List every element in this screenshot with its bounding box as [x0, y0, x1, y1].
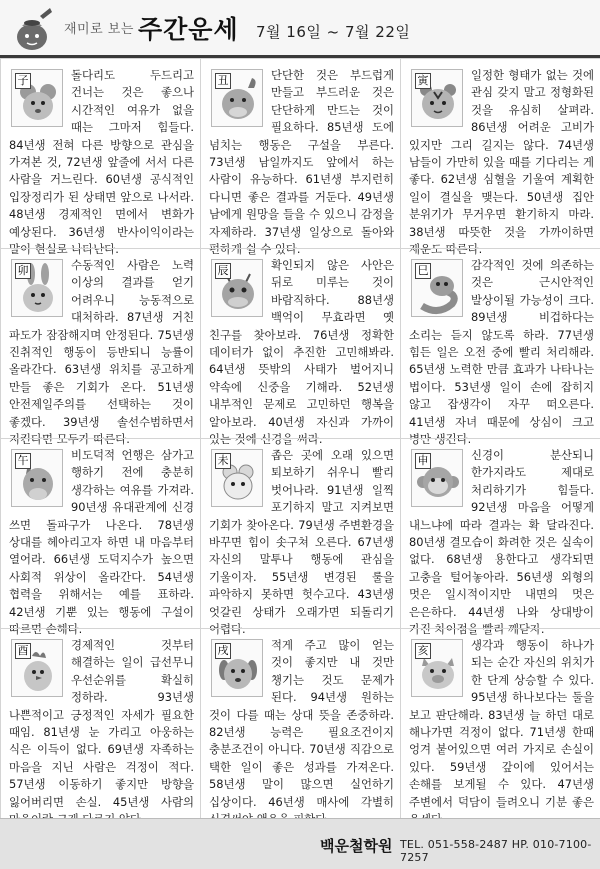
footer — [0, 818, 600, 869]
dragon-icon — [211, 259, 263, 317]
fortune-text: 좁은 곳에 오래 있으면 퇴보하기 쉬우니 빨리 벗어나라. 91년생 일찍 포기하지 말고 지켜보면 기회가 찾아온다. 79년생 주변환경을 바꾸면 힘이 솟구쳐 오른다. 67년생 자신의 말투나 행동에 관심을 기울이자. 55년생 변경된 룰을 파악하지 못하면 헛수고다. 43년생 엇갈린 상태가 오래가면 되돌리기 어렵다. — [209, 448, 394, 637]
dog-icon — [211, 639, 263, 697]
fortune-text: 감각적인 것에 의존하는 것은 근시안적인 발상이될 가능성이 크다. 89년생 비겁하다는 소리는 듣지 않도록 하라. 77년생 힘든 일은 오전 중에 빨리 처리해라. 65년생 노력한 만큼 효과가 나타나는 법이다. 53년생 일이 손에 잡히지 않고 잡생각이 자꾸 떠오른다. 41년생 자녀 때문에 상심이 크고 병만 생긴다. — [409, 258, 594, 447]
fortune-cell-snake — [400, 248, 600, 447]
zodiac-character: 戌 — [215, 643, 231, 659]
fortune-cell-horse — [0, 438, 200, 637]
snake-icon — [411, 259, 463, 317]
date-range: 7월 16일 ~ 7월 22일 — [256, 23, 411, 41]
sheep-icon — [211, 449, 263, 507]
fortune-cell-rooster — [0, 628, 200, 818]
pig-icon — [411, 639, 463, 697]
rat-icon — [11, 69, 63, 127]
fortune-text: 일정한 형태가 없는 것에 관심 갖지 말고 정형화된 것을 유심히 살펴라. 86년생 어려운 고비가 있지만 그리 길지는 않다. 74년생 남들이 가만히 있을 때를 기다리는 게 좋다. 62년생 심혈을 기울여 계획한 일이 결실을 맺는다. 50년생 집안 분위기가 무거우면 환기하지 마라. 38년생 따뜻한 것을 가까이하면 재운도 따른다. — [409, 68, 594, 257]
fortune-cell-rabbit — [0, 248, 200, 447]
zodiac-character: 丑 — [215, 73, 231, 89]
zodiac-character: 未 — [215, 453, 231, 469]
fortune-cell-dog — [200, 628, 400, 818]
zodiac-character: 辰 — [215, 263, 231, 279]
title-prefix: 재미로 보는 — [64, 22, 134, 37]
zodiac-character: 亥 — [415, 643, 431, 659]
zodiac-character: 卯 — [15, 263, 31, 279]
rabbit-icon — [11, 259, 63, 317]
fortune-cell-dragon — [200, 248, 400, 447]
tiger-icon — [411, 69, 463, 127]
zodiac-character: 午 — [15, 453, 31, 469]
fortune-cell-pig — [400, 628, 600, 818]
fortune-grid — [0, 58, 600, 818]
fortune-text: 경제적인 것부터 해결하는 일이 급선무니 우선순위를 확실히 정하라. 93년생 나쁜적이고 긍정적인 자세가 필요한 때임. 81년생 눈 가리고 아웅하는 식은 이득이 없다. 69년생 자족하는 마음을 지닌 사람은 걱정이 적다. 57년생 이동하기 좋지만 방향을 잃어버리면 손실. 45년생 사람의 — [9, 638, 194, 809]
fortune-cell-ox — [200, 58, 400, 257]
ox-icon — [211, 69, 263, 127]
fortune-text: 생각과 행동이 하나가 되는 순간 자신의 위치가 한 단계 상승할 수 있다. 95년생 하나보다는 둘을 보고 판단해라. 83년생 늘 하던 대로 해나가면 걱정이 없다. 71년생 한때 엉겨 붙어있으면 여러 가지로 손실이 있다. 59년생 갚이에 있어서는 손해를 보게될 수 있다. 47년생 주변에서 덕담이 들려오니 기분 좋은 — [409, 638, 594, 809]
zodiac-character: 子 — [15, 73, 31, 89]
fortune-cell-sheep — [200, 438, 400, 637]
fortune-text: 적게 주고 많이 얻는 것이 좋지만 내 것만 챙기는 것도 문제가 된다. 94년생 원하는 것이 다를 때는 상대 뜻을 존중하라. 82년생 능력은 필요조건이지 충분조건이 아니다. 70년생 직감으로 택한 일이 좋은 성과를 가져온다. 58년생 말이 많으면 실언하기 십상이다. 46년생 매사에 각별히 — [209, 638, 394, 809]
fortune-text: 수동적인 사람은 노력 이상의 결과를 얻기 어려우니 능동적으로 대처하라. 87년생 거친 파도가 잠잠해지며 안정된다. 75년생 진취적인 행동이 등반되니 능률이 올라간다. 63년생 위치를 공고하게 만들 좋은 기회가 온다. 51년생 안전제일주의를 선택하는 것이 좋겠다. 39년생 솔선수범하면서 지킨다면 모두가 따른다. — [9, 258, 194, 447]
fortune-text: 돌다리도 두드리고 건너는 것은 좋으나 시간적인 여유가 없을 때는 그마저 힘들다. 84년생 전혀 다른 방향으로 관심을 가져본 것, 72년생 앞줄에 서서 다른 사람을 거느린다. 60년생 공식적인 입장정리가 된 상태면 앞으로 나서라. 48년생 경제적인 면에서 변화가 예상된다. 36년생 반사이익이라는 말이 현실로 나타난다. — [9, 68, 194, 257]
page-title: 주간운세 — [138, 15, 239, 44]
fortune-bag-icon — [10, 6, 54, 52]
fortune-text: 비도덕적 언행은 삼가고 행하기 전에 충분히 생각하는 여유를 가져라. 90년생 유대관계에 신경 쓰면 돌파구가 나온다. 78년생 상대를 헤아리고자 하면 내 마음부터 열어라. 66년생 도덕지수가 높으면 사회적 위상이 올라간다. 54년생 협력을 위해서는 예를 표하라. 42년생 기뿐 있는 행동에 구설이 따르면 손해다. — [9, 448, 194, 637]
zodiac-character: 酉 — [15, 643, 31, 659]
fortune-text: 단단한 것은 부드럽게 만들고 부드러운 것은 단단하게 만드는 것이 필요하다. 85년생 도에 넘치는 행동은 구설을 부른다. 73년생 남일까지도 앞에서 하는 사람이 유능하다. 61년생 부지런히 다니면 좋은 결과를 거둔다. 49년생 남에게 원망을 들을 수 있으니 감정을 자제하라. 37년생 일상으로 돌아와 편하게 쉴 수 있다. — [209, 68, 394, 257]
academy-name: 백운철학원 — [320, 837, 393, 855]
fortune-text: 확인되지 않은 사안은 뒤로 미루는 것이 바람직하다. 88년생 백억이 무효라면 옛 친구를 찾아보라. 76년생 정확한 데이터가 없이 추진한 고민해봐라. 64년생 뜻밖의 사태가 벌어지니 약속에 신중을 기해라. 52년생 내부적인 문제로 고민하던 행복을 알아보라. 40년생 자신과 가까이 있는 것에 신경을 써라. — [209, 258, 394, 447]
header-banner — [0, 0, 600, 58]
monkey-icon — [411, 449, 463, 507]
zodiac-character: 巳 — [415, 263, 431, 279]
fortune-cell-tiger — [400, 58, 600, 257]
fortune-text: 신경이 분산되니 한가지라도 제대로 처리하기가 힘들다. 92년생 마음을 어떻게 내느냐에 따라 결과는 확 달라진다. 80년생 결모습이 화려한 것은 실속이 없다. 68년생 용한다고 생각되면 고충을 털어놓아라. 56년생 외형의 멋은 일시적이지만 내면의 멋은 은은하다. 44년생 나와 상대방이 가진 차이점을 빨리 깨닫자. — [409, 448, 594, 637]
zodiac-character: 寅 — [415, 73, 431, 89]
rooster-icon — [11, 639, 63, 697]
fortune-cell-monkey — [400, 438, 600, 637]
zodiac-character: 申 — [415, 453, 431, 469]
fortune-cell-rat — [0, 58, 200, 257]
contact-info: TEL. 051-558-2487 HP. 010-7100-7257 — [400, 838, 592, 864]
horse-icon — [11, 449, 63, 507]
